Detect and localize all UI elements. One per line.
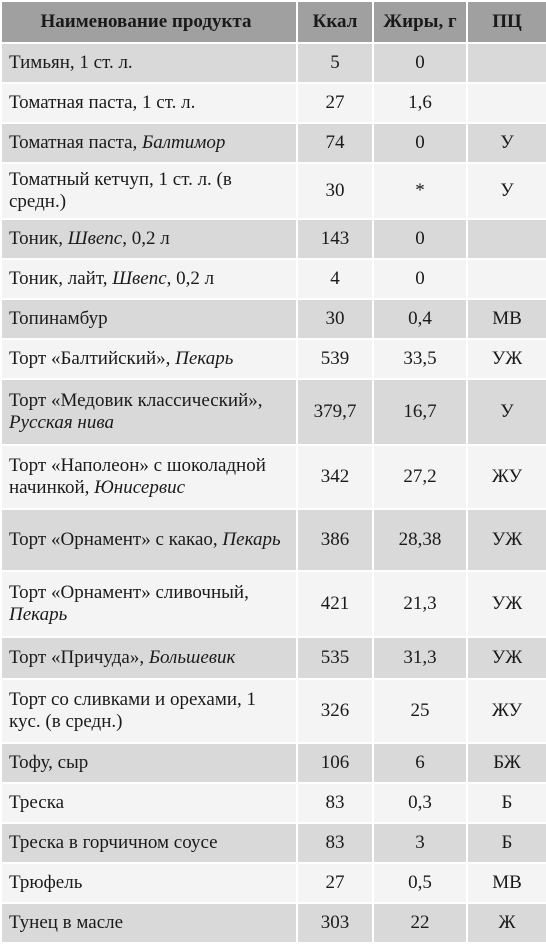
header-kcal: Ккал (296, 0, 372, 42)
row-name: Торт со сливками и орехами, 1 кус. (в средн.) (0, 678, 296, 742)
row-fat: 0 (372, 258, 466, 298)
row-pc: ЖУ (466, 678, 546, 742)
row-fat: 21,3 (372, 570, 466, 636)
header-name: Наименование продукта (0, 0, 296, 42)
row-pc: У (466, 162, 546, 218)
row-fat: 33,5 (372, 338, 466, 378)
row-pc (466, 82, 546, 122)
row-fat: * (372, 162, 466, 218)
row-pc (466, 42, 546, 82)
row-fat: 0,4 (372, 298, 466, 338)
row-fat: 22 (372, 902, 466, 942)
row-kcal: 27 (296, 862, 372, 902)
row-pc: Б (466, 782, 546, 822)
row-kcal: 342 (296, 444, 372, 508)
row-fat: 0 (372, 218, 466, 258)
row-fat: 0 (372, 122, 466, 162)
row-name: Тофу, сыр (0, 742, 296, 782)
row-fat: 3 (372, 822, 466, 862)
row-kcal: 106 (296, 742, 372, 782)
row-pc: УЖ (466, 508, 546, 570)
row-kcal: 535 (296, 636, 372, 678)
row-fat: 0,3 (372, 782, 466, 822)
row-fat: 16,7 (372, 378, 466, 444)
row-fat: 6 (372, 742, 466, 782)
row-name: Тунец в масле (0, 902, 296, 942)
header-fat: Жиры, г (372, 0, 466, 42)
row-kcal: 74 (296, 122, 372, 162)
row-kcal: 143 (296, 218, 372, 258)
row-kcal: 421 (296, 570, 372, 636)
row-name: Торт «Орнамент» с какао, Пекарь (0, 508, 296, 570)
row-pc: УЖ (466, 570, 546, 636)
row-pc: Ж (466, 902, 546, 942)
row-fat: 0 (372, 42, 466, 82)
row-kcal: 30 (296, 298, 372, 338)
row-name: Треска в горчичном соусе (0, 822, 296, 862)
row-name: Торт «Причуда», Большевик (0, 636, 296, 678)
row-pc: УЖ (466, 338, 546, 378)
row-fat: 1,6 (372, 82, 466, 122)
row-name: Тимьян, 1 ст. л. (0, 42, 296, 82)
row-name: Тоник, Швепс, 0,2 л (0, 218, 296, 258)
row-pc: МВ (466, 862, 546, 902)
row-pc: УЖ (466, 636, 546, 678)
row-kcal: 83 (296, 822, 372, 862)
row-kcal: 303 (296, 902, 372, 942)
row-name: Торт «Наполеон» с шоколадной начинкой, Юнисервис (0, 444, 296, 508)
row-kcal: 83 (296, 782, 372, 822)
row-pc: МВ (466, 298, 546, 338)
row-pc (466, 258, 546, 298)
row-kcal: 27 (296, 82, 372, 122)
row-kcal: 386 (296, 508, 372, 570)
row-kcal: 5 (296, 42, 372, 82)
row-kcal: 539 (296, 338, 372, 378)
row-pc: У (466, 122, 546, 162)
row-name: Трюфель (0, 862, 296, 902)
row-name: Топинамбур (0, 298, 296, 338)
row-name: Торт «Балтийский», Пекарь (0, 338, 296, 378)
row-fat: 25 (372, 678, 466, 742)
row-pc: БЖ (466, 742, 546, 782)
row-fat: 31,3 (372, 636, 466, 678)
row-name: Торт «Медовик классический», Русская нива (0, 378, 296, 444)
row-kcal: 4 (296, 258, 372, 298)
row-kcal: 379,7 (296, 378, 372, 444)
row-pc: У (466, 378, 546, 444)
row-fat: 27,2 (372, 444, 466, 508)
row-name: Тоник, лайт, Швепс, 0,2 л (0, 258, 296, 298)
row-pc (466, 218, 546, 258)
row-fat: 28,38 (372, 508, 466, 570)
row-kcal: 326 (296, 678, 372, 742)
row-kcal: 30 (296, 162, 372, 218)
row-name: Торт «Орнамент» сливочный, Пекарь (0, 570, 296, 636)
row-pc: ЖУ (466, 444, 546, 508)
row-fat: 0,5 (372, 862, 466, 902)
row-pc: Б (466, 822, 546, 862)
row-name: Томатный кетчуп, 1 ст. л. (в средн.) (0, 162, 296, 218)
row-name: Томатная паста, 1 ст. л. (0, 82, 296, 122)
header-pc: ПЦ (466, 0, 546, 42)
row-name: Томатная паста, Балтимор (0, 122, 296, 162)
row-name: Треска (0, 782, 296, 822)
